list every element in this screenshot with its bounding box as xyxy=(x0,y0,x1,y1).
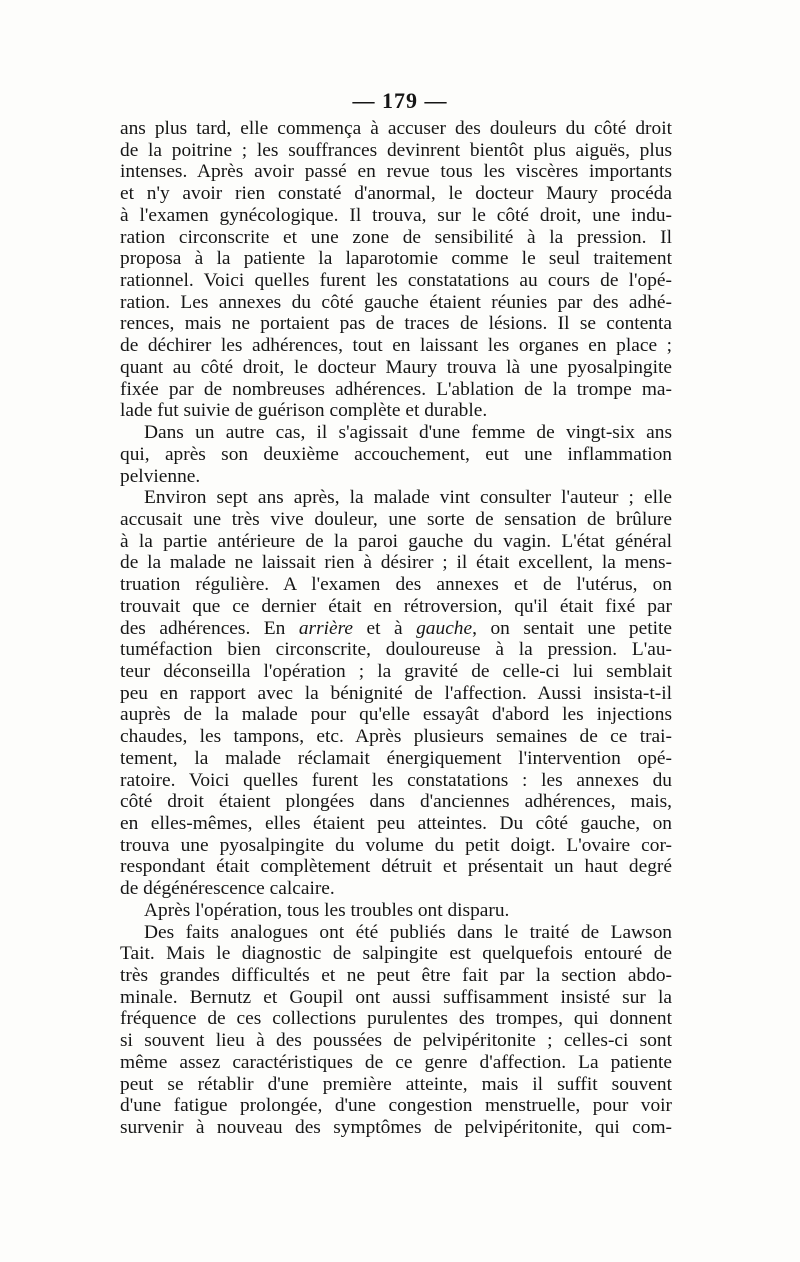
text-line xyxy=(120,205,672,227)
text-segment: , on sentait une petite xyxy=(472,617,672,639)
text-segment: respondant était complètement détruit et présentait un haut degré xyxy=(120,856,672,878)
text-segment: ratoire. Voici quelles furent les constatations : les annexes du xyxy=(120,769,672,791)
text-line xyxy=(120,1052,672,1074)
text-segment: ans plus tard, elle commença à accuser des douleurs du côté droit xyxy=(120,118,672,139)
text-line xyxy=(120,835,672,857)
text-segment: à l'examen gynécologique. Il trouva, sur le côté droit, une indu- xyxy=(120,204,672,226)
text-segment: même assez caractéristiques de ce genre d'affection. La patiente xyxy=(120,1051,672,1073)
text-segment: proposa à la patiente la laparotomie comme le seul traitement xyxy=(120,248,672,270)
text-segment: très grandes difficultés et ne peut être fait par la section abdo- xyxy=(120,965,672,987)
text-line xyxy=(120,965,672,987)
italic-text: arrière xyxy=(298,617,354,639)
text-line xyxy=(120,1008,672,1030)
text-segment: en elles-mêmes, elles étaient peu atteintes. Du côté gauche, on xyxy=(120,813,672,834)
text-line xyxy=(120,1074,672,1096)
text-line xyxy=(120,227,672,249)
text-line xyxy=(120,922,672,944)
text-line xyxy=(120,661,672,683)
text-segment: minale. Bernutz et Goupil ont aussi suffisamment insisté sur la xyxy=(120,986,672,1008)
text-segment: trouvait que ce dernier était en rétroversion, qu'il était fixé par xyxy=(120,595,672,617)
text-segment: rationnel. Voici quelles furent les constatations au cours de l'opé- xyxy=(120,270,672,292)
text-line xyxy=(120,791,672,813)
text-segment: si souvent lieu à des poussées de pelvipéritonite ; celles-ci sont xyxy=(120,1030,672,1052)
text-line xyxy=(120,509,672,531)
text-segment: peu en rapport avec la bénignité de l'affection. Aussi insista-t-il xyxy=(120,682,672,704)
text-segment: et n'y avoir rien constaté d'anormal, le docteur Maury procéda xyxy=(120,183,672,205)
text-segment: des adhérences. En xyxy=(120,617,299,639)
text-segment: de dégénérescence calcaire. xyxy=(120,878,335,900)
text-segment: teur déconseilla l'opération ; la gravité de celle-ci lui semblait xyxy=(120,660,672,682)
text-segment: à la partie antérieure de la paroi gauche du vagin. L'état général xyxy=(120,530,672,552)
text-line xyxy=(120,531,672,553)
text-segment: fixée par de nombreuses adhérences. L'ablation de la trompe ma- xyxy=(120,378,672,400)
text-line xyxy=(120,770,672,792)
text-line xyxy=(120,704,672,726)
text-segment: chaudes, les tampons, etc. Après plusieurs semaines de ce trai- xyxy=(120,726,672,748)
text-line xyxy=(120,683,672,705)
text-segment: Des faits analogues ont été publiés dans le traité de Lawson xyxy=(144,921,672,943)
text-line xyxy=(120,248,672,270)
text-line xyxy=(120,943,672,965)
text-line xyxy=(120,813,672,835)
text-segment: ration circonscrite et une zone de sensibilité à la pression. Il xyxy=(120,226,672,248)
text-segment: lade fut suivie de guérison complète et durable. xyxy=(120,400,488,422)
text-segment: peut se rétablir d'une première atteinte, mais il suffit souvent xyxy=(120,1073,672,1095)
text-segment: accusait une très vive douleur, une sorte de sensation de brûlure xyxy=(120,508,672,530)
text-line xyxy=(120,1030,672,1052)
text-segment: Tait. Mais le diagnostic de salpingite est quelquefois entouré de xyxy=(120,943,672,965)
text-segment: d'une fatigue prolongée, d'une congestion menstruelle, pour voir xyxy=(120,1095,672,1117)
text-line xyxy=(120,1095,672,1117)
text-segment: Environ sept ans après, la malade vint consulter l'auteur ; elle xyxy=(144,487,672,509)
text-segment: Dans un autre cas, il s'agissait d'une femme de vingt-six ans xyxy=(144,422,672,444)
text-line xyxy=(120,726,672,748)
text-line xyxy=(120,878,672,900)
text-line xyxy=(120,856,672,878)
text-segment: côté droit étaient plongées dans d'anciennes adhérences, mais, xyxy=(120,791,672,813)
text-line xyxy=(120,1117,672,1139)
text-line xyxy=(120,335,672,357)
text-segment: qui, après son deuxième accouchement, eut une inflammation xyxy=(120,443,672,465)
text-segment: de la malade ne laissait rien à désirer ; il était excellent, la mens- xyxy=(120,552,672,574)
text-segment: pelvienne. xyxy=(120,465,201,487)
text-line xyxy=(120,748,672,770)
text-line xyxy=(120,140,672,162)
text-line xyxy=(120,466,672,488)
text-line xyxy=(120,574,672,596)
text-line xyxy=(120,313,672,335)
text-segment: tement, la malade réclamait énergiquement l'intervention opé- xyxy=(120,747,672,769)
text-segment: tuméfaction bien circonscrite, douloureuse à la pression. L'au- xyxy=(120,639,672,661)
text-line xyxy=(120,596,672,618)
text-line xyxy=(120,357,672,379)
text-segment: survenir à nouveau des symptômes de pelvipéritonite, qui com- xyxy=(120,1117,672,1139)
text-line xyxy=(120,183,672,205)
page-number: — 179 — xyxy=(352,88,448,113)
text-line xyxy=(120,552,672,574)
text-segment: auprès de la malade pour qu'elle essayât d'abord les injections xyxy=(120,704,672,726)
text-segment: trouva une pyosalpingite du volume du petit doigt. L'ovaire cor- xyxy=(120,834,672,856)
text-line xyxy=(120,400,672,422)
text-segment: de la poitrine ; les souffrances devinrent bientôt plus aiguës, plus xyxy=(120,139,672,161)
text-line xyxy=(120,292,672,314)
text-line xyxy=(120,900,672,922)
text-line xyxy=(120,161,672,183)
text-line xyxy=(120,444,672,466)
italic-text: gauche xyxy=(416,617,473,639)
text-segment: et à xyxy=(353,617,417,639)
text-line xyxy=(120,487,672,509)
text-line xyxy=(120,639,672,661)
text-segment: ration. Les annexes du côté gauche étaient réunies par des adhé- xyxy=(120,291,672,313)
text-line xyxy=(120,618,672,640)
text-line xyxy=(120,422,672,444)
text-segment: de déchirer les adhérences, tout en laissant les organes en place ; xyxy=(120,335,672,357)
text-segment: intenses. Après avoir passé en revue tous les viscères importants xyxy=(120,161,672,183)
text-line xyxy=(120,118,672,140)
text-line xyxy=(120,270,672,292)
text-segment: fréquence de ces collections purulentes des trompes, qui donnent xyxy=(120,1008,672,1030)
text-segment: quant au côté droit, le docteur Maury trouva là une pyosalpingite xyxy=(120,356,672,378)
text-segment: truation régulière. A l'examen des annexes et de l'utérus, on xyxy=(120,574,672,596)
text-segment: Après l'opération, tous les troubles ont disparu. xyxy=(144,899,510,921)
text-segment: rences, mais ne portaient pas de traces de lésions. Il se contenta xyxy=(120,313,672,335)
text-line xyxy=(120,379,672,401)
body-text xyxy=(120,118,672,1139)
text-line xyxy=(120,987,672,1009)
